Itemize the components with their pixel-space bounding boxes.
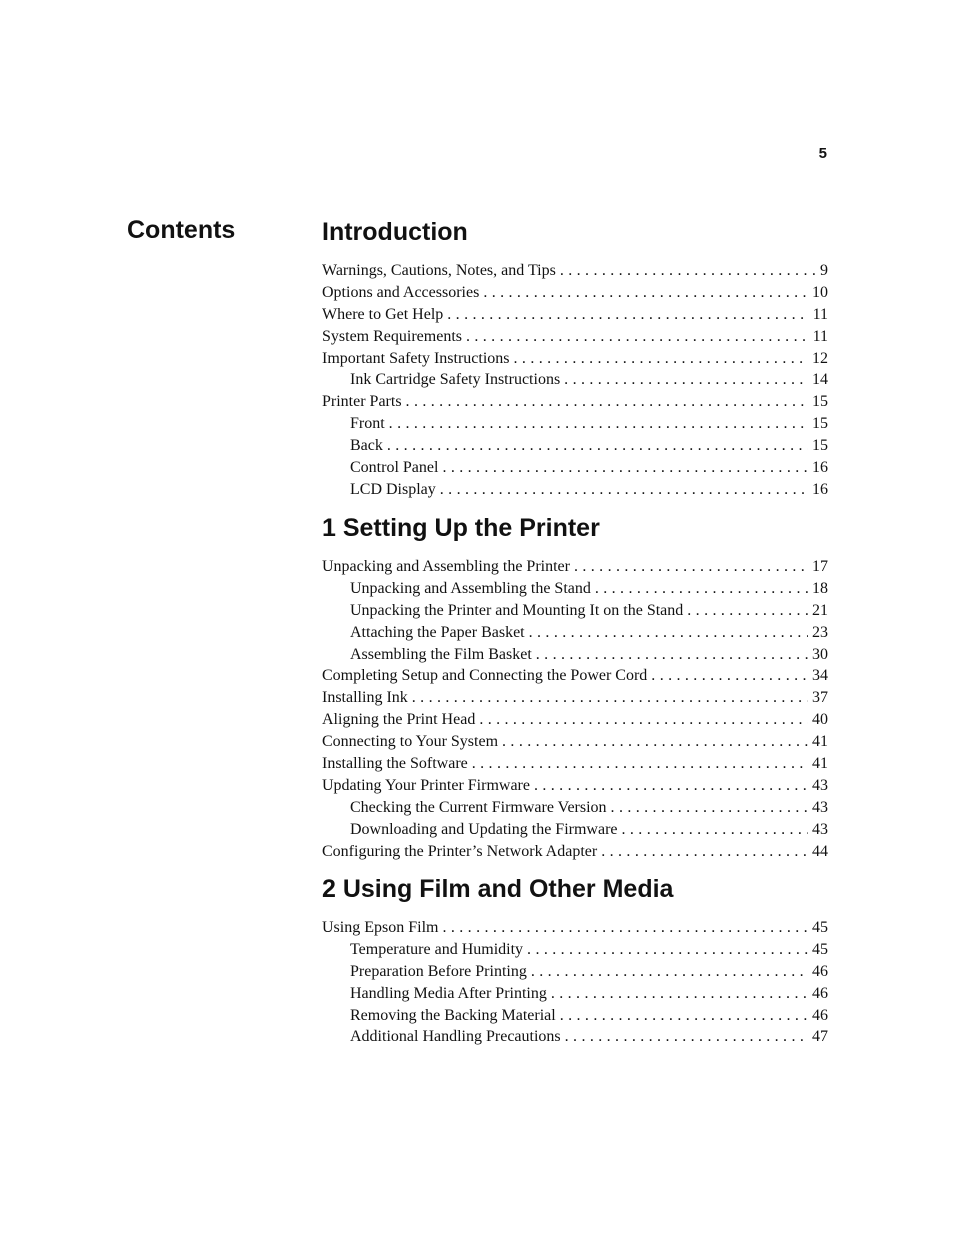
toc-entry-label: Front [350, 415, 385, 433]
toc-section-introduction [322, 217, 828, 501]
dot-leader [389, 413, 808, 435]
toc-entry-page: 43 [812, 776, 828, 794]
section-title: 1 Setting Up the Printer [322, 514, 600, 542]
dot-leader [406, 391, 808, 413]
toc-entry-page: 46 [812, 1006, 828, 1024]
toc-entry [322, 841, 828, 863]
page-number: 5 [818, 145, 827, 162]
toc-entry [322, 556, 828, 578]
toc-entry-page: 43 [812, 798, 828, 816]
toc-entry-label: Additional Handling Precautions [350, 1028, 561, 1046]
toc-entry-label: Configuring the Printer’s Network Adapter [322, 842, 598, 860]
toc-entry-label: Back [350, 437, 383, 455]
toc-entry-page: 15 [812, 437, 828, 455]
toc-entry-label: Temperature and Humidity [350, 940, 524, 958]
dot-leader [472, 753, 808, 775]
dot-leader [565, 1026, 808, 1048]
toc-entry [322, 348, 828, 370]
toc-entry-page: 15 [812, 415, 828, 433]
toc-entry-page: 16 [812, 480, 828, 498]
toc-entry-label: LCD Display [350, 480, 436, 498]
toc-entry [322, 413, 828, 435]
toc-entry-label: Aligning the Print Head [322, 711, 476, 729]
toc-entry-label: Ink Cartridge Safety Instructions [350, 371, 561, 389]
dot-leader [527, 939, 808, 961]
toc-entry-page: 14 [812, 371, 828, 389]
toc-entry [322, 687, 828, 709]
toc-entry-page: 45 [812, 940, 828, 958]
toc-entry-label: Updating Your Printer Firmware [322, 776, 530, 794]
toc-entry-page: 30 [812, 645, 828, 663]
toc-entry-page: 40 [812, 711, 828, 729]
toc-entry-label: Removing the Backing Material [350, 1006, 556, 1024]
dot-leader [412, 687, 808, 709]
toc-entry [322, 578, 828, 600]
dot-leader [595, 578, 808, 600]
toc-entry-label: Checking the Current Firmware Version [350, 798, 607, 816]
toc-entry-page: 16 [812, 459, 828, 477]
toc-entry [322, 479, 828, 501]
dot-leader [447, 304, 808, 326]
toc-entry-page: 34 [812, 667, 828, 685]
toc-entry [322, 435, 828, 457]
dot-leader [442, 457, 808, 479]
toc-entry [322, 983, 828, 1005]
dot-leader [574, 556, 808, 578]
toc-entry [322, 753, 828, 775]
toc-entry-page: 18 [812, 579, 828, 597]
toc-entries [322, 917, 828, 1048]
toc-entry-label: Installing Ink [322, 689, 408, 707]
toc-entry [322, 939, 828, 961]
toc-entry-page: 47 [812, 1028, 828, 1046]
toc-entry-label: Control Panel [350, 459, 439, 477]
toc-entry-page: 11 [812, 305, 828, 323]
dot-leader [440, 479, 808, 501]
toc-entry-page: 11 [812, 327, 828, 345]
toc-entry [322, 665, 828, 687]
toc-entry [322, 391, 828, 413]
toc-entry [322, 819, 828, 841]
dot-leader [551, 983, 808, 1005]
toc-entry-label: Handling Media After Printing [350, 984, 547, 1002]
toc-entry-label: Options and Accessories [322, 283, 480, 301]
toc-entry [322, 326, 828, 348]
dot-leader [502, 731, 808, 753]
toc-entry-page: 46 [812, 984, 828, 1002]
toc-entry-label: Assembling the Film Basket [350, 645, 532, 663]
toc-entry-page: 41 [812, 755, 828, 773]
toc-entry [322, 731, 828, 753]
toc-entry-page: 45 [812, 919, 828, 936]
toc-entry-label: Printer Parts [322, 393, 402, 411]
toc-section-setting-up [322, 513, 828, 862]
toc-entry [322, 775, 828, 797]
toc-entry [322, 260, 828, 282]
dot-leader [479, 709, 808, 731]
dot-leader [560, 1005, 808, 1027]
toc-entry-page: 12 [812, 349, 828, 367]
dot-leader [531, 961, 808, 983]
dot-leader [564, 369, 808, 391]
toc-entry [322, 961, 828, 983]
dot-leader [529, 622, 808, 644]
toc-entry [322, 917, 828, 939]
toc-entry-page: 46 [812, 962, 828, 980]
toc-entry [322, 600, 828, 622]
toc-entry [322, 644, 828, 666]
dot-leader [442, 917, 808, 939]
toc-entry-page: 23 [812, 623, 828, 641]
dot-leader [483, 282, 808, 304]
toc-section-film-media [322, 874, 828, 1048]
toc-entry-page: 44 [812, 842, 828, 860]
toc-entry-label: Attaching the Paper Basket [350, 623, 525, 641]
toc-entry [322, 369, 828, 391]
toc-entry-page: 43 [812, 820, 828, 838]
dot-leader [534, 775, 808, 797]
toc-entry [322, 304, 828, 326]
dot-leader [514, 348, 808, 370]
toc-entry-page: 15 [812, 393, 828, 411]
toc-entry-label: Unpacking and Assembling the Stand [350, 579, 591, 597]
toc-entries [322, 556, 828, 862]
toc-entry [322, 622, 828, 644]
dot-leader [387, 435, 808, 457]
dot-leader [622, 819, 809, 841]
dot-leader [536, 644, 808, 666]
contents-heading: Contents [127, 216, 236, 244]
dot-leader [611, 797, 808, 819]
toc-entry [322, 1026, 828, 1048]
toc-entries [322, 260, 828, 501]
dot-leader [560, 260, 816, 282]
toc-entry [322, 1005, 828, 1027]
dot-leader [601, 841, 808, 863]
section-title: 2 Using Film and Other Media [322, 875, 674, 903]
toc-entry-page: 17 [812, 558, 828, 575]
toc-entry-page: 21 [812, 601, 828, 619]
toc-entry-label: Unpacking the Printer and Mounting It on the Stand [350, 601, 684, 619]
toc-entry [322, 709, 828, 731]
toc-entry-label: Installing the Software [322, 755, 468, 773]
toc-entry-label: Unpacking and Assembling the Printer [322, 558, 570, 575]
toc-entry-label: Warnings, Cautions, Notes, and Tips [322, 262, 556, 279]
toc-entry [322, 797, 828, 819]
toc-entry-page: 41 [812, 733, 828, 751]
toc-entry-label: Where to Get Help [322, 305, 444, 323]
toc-entry-label: Downloading and Updating the Firmware [350, 820, 618, 838]
toc-entry-label: Preparation Before Printing [350, 962, 527, 980]
toc-entry-page: 37 [812, 689, 828, 707]
toc-entry-page: 10 [812, 283, 828, 301]
toc-entry-page: 9 [820, 262, 828, 279]
toc-entry [322, 457, 828, 479]
toc-entry [322, 282, 828, 304]
dot-leader [466, 326, 809, 348]
section-title: Introduction [322, 218, 468, 246]
dot-leader [651, 665, 808, 687]
toc-entry-label: Using Epson Film [322, 919, 439, 936]
dot-leader [687, 600, 808, 622]
toc-entry-label: Important Safety Instructions [322, 349, 510, 367]
toc-entry-label: Completing Setup and Connecting the Power Cord [322, 667, 648, 685]
toc-entry-label: Connecting to Your System [322, 733, 499, 751]
toc-entry-label: System Requirements [322, 327, 462, 345]
